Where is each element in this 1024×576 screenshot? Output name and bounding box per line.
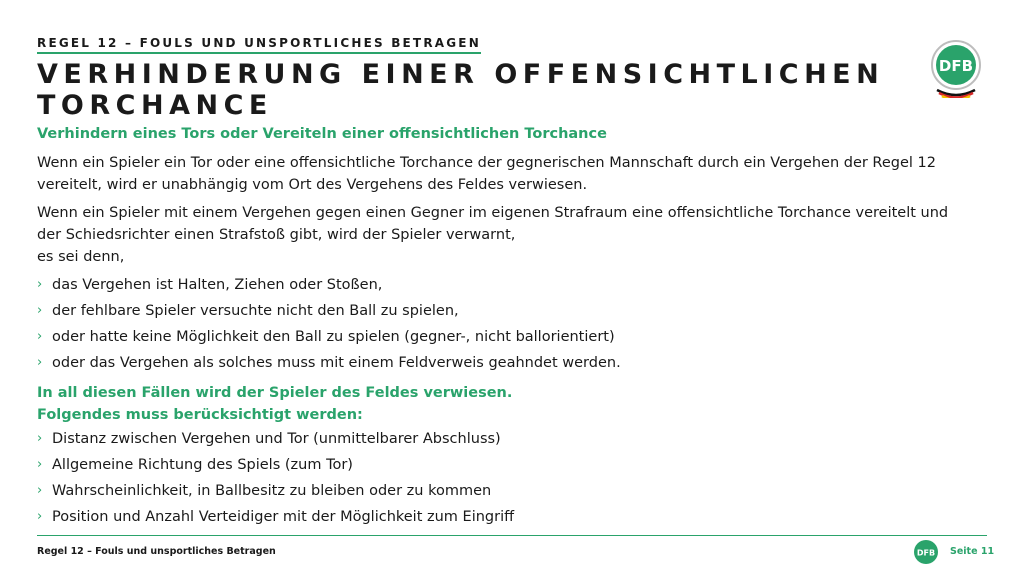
chevron-right-icon: › [37, 329, 43, 344]
paragraph-1-line-1: Wenn ein Spieler ein Tor oder eine offensichtliche Torchance der gegnerischen Mannschaft durch ein Vergehen der Regel 12 [37, 155, 936, 171]
paragraph-1-line-2: vereitelt, wird er unabhängig vom Ort des Vergehens des Feldes verwiesen. [37, 177, 588, 193]
list-item [37, 298, 1012, 324]
paragraph-2-line-1: Wenn ein Spieler mit einem Vergehen gegen einen Gegner im eigenen Strafraum eine offensichtliche Torchance vereitelt und [37, 205, 949, 221]
footer-section-label: Regel 12 – Fouls und unsportliches Betragen [37, 546, 276, 557]
bullet-list-considerations [37, 426, 1012, 530]
title-line-2: TORCHANCE [37, 90, 273, 121]
logo-text: DFB [938, 57, 974, 75]
list-item-text: Distanz zwischen Vergehen und Tor (unmittelbarer Abschluss) [52, 431, 501, 447]
title-line-1: VERHINDERUNG EINER OFFENSICHTLICHEN [37, 59, 885, 90]
dfb-footer-logo-icon [913, 539, 939, 565]
list-item-text: oder das Vergehen als solches muss mit einem Feldverweis geahndet werden. [52, 355, 621, 371]
emphasis-sending-off: In all diesen Fällen wird der Spieler des Feldes verwiesen. [37, 385, 513, 401]
list-item-text: der fehlbare Spieler versuchte nicht den Ball zu spielen, [52, 303, 459, 319]
list-item-text: Allgemeine Richtung des Spiels (zum Tor) [52, 457, 353, 473]
list-item [37, 452, 1012, 478]
paragraph-2-line-2: der Schiedsrichter einen Strafstoß gibt, wird der Spieler verwarnt, [37, 227, 516, 243]
list-item [37, 478, 1012, 504]
page-number: Seite 11 [950, 546, 995, 557]
list-item-text: das Vergehen ist Halten, Ziehen oder Stoßen, [52, 277, 383, 293]
footer-logo-text: DFB [916, 548, 936, 558]
chevron-right-icon: › [37, 483, 43, 498]
subheading: Verhindern eines Tors oder Vereiteln einer offensichtlichen Torchance [37, 126, 607, 142]
paragraph-2-line-3: es sei denn, [37, 249, 125, 265]
list-item-text: Wahrscheinlichkeit, in Ballbesitz zu bleiben oder zu kommen [52, 483, 492, 499]
emphasis-considerations: Folgendes muss berücksichtigt werden: [37, 407, 363, 423]
chevron-right-icon: › [37, 303, 43, 318]
list-item [37, 350, 1012, 376]
dfb-logo-icon [929, 40, 985, 98]
list-item [37, 426, 1012, 452]
chevron-right-icon: › [37, 355, 43, 370]
paragraph-2 [37, 202, 1012, 268]
section-kicker: REGEL 12 – FOULS UND UNSPORTLICHES BETRAGEN [37, 36, 481, 54]
chevron-right-icon: › [37, 277, 43, 292]
list-item [37, 272, 1012, 298]
list-item [37, 504, 1012, 530]
footer-divider [37, 535, 987, 536]
list-item [37, 324, 1012, 350]
bullet-list-exceptions [37, 272, 1012, 376]
list-item-text: Position und Anzahl Verteidiger mit der Möglichkeit zum Eingriff [52, 509, 515, 525]
page-title [37, 59, 897, 121]
list-item-text: oder hatte keine Möglichkeit den Ball zu spielen (gegner-, nicht ballorientiert) [52, 329, 615, 345]
paragraph-1 [37, 152, 1012, 196]
content-area [37, 124, 1012, 530]
chevron-right-icon: › [37, 509, 43, 524]
chevron-right-icon: › [37, 457, 43, 472]
chevron-right-icon: › [37, 431, 43, 446]
